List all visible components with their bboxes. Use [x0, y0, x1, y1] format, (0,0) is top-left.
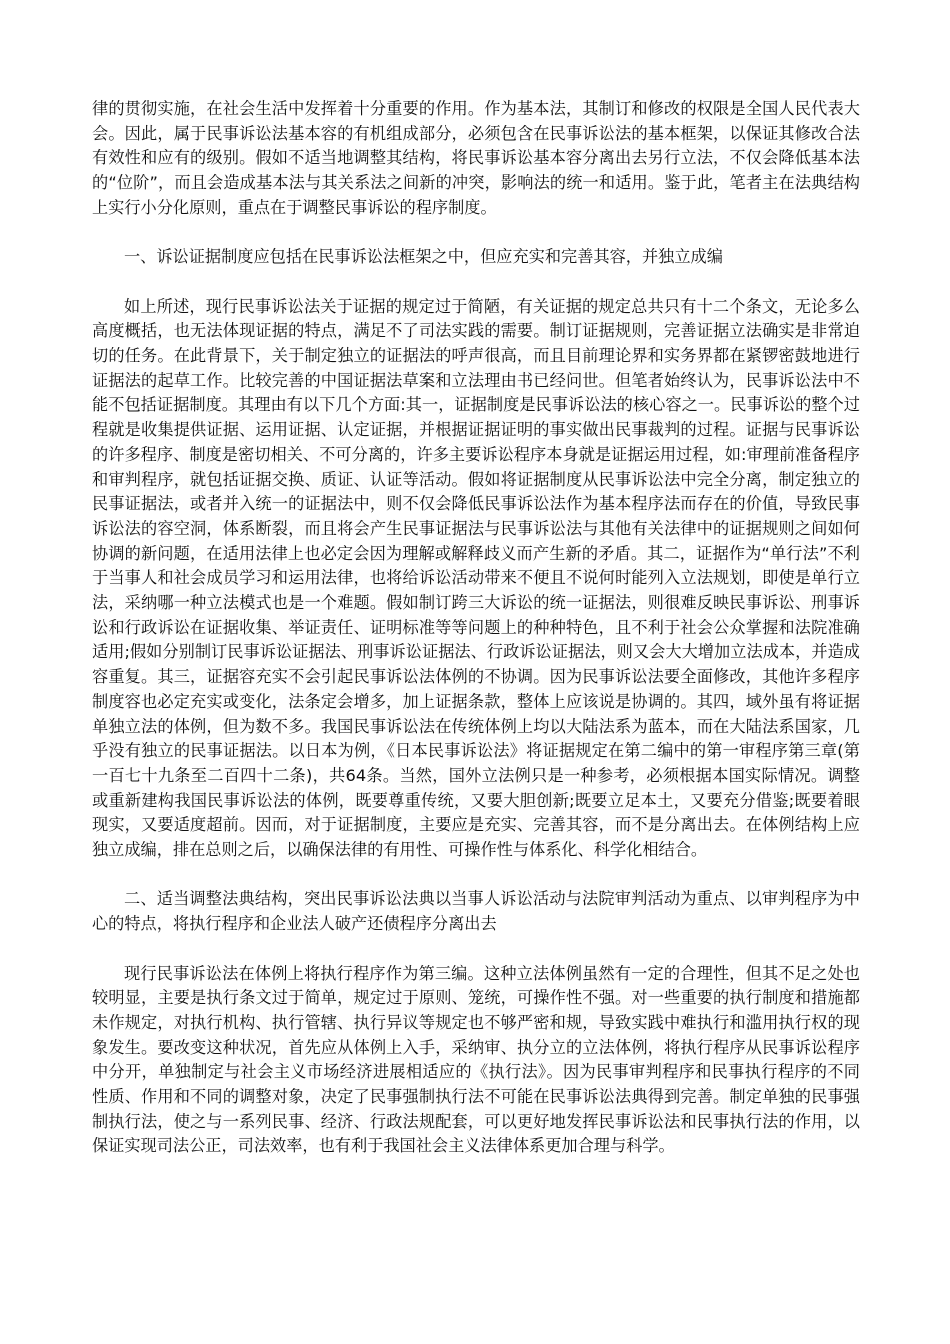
paragraph-execution: 现行民事诉讼法在体例上将执行程序作为第三编。这种立法体例虽然有一定的合理性，但其不足之处也较明显，主要是执行条文过于简单，规定过于原则、笼统，可操作性不强。对一些重要的执行制度和措施都未作规定，对执行机构、执行管辖、执行异议等规定也不够严密和规，导致实践中难执行和滥用执行权的现象发生。要改变这种状况，首先应从体例上入手，采纳审、执分立的立法体例，将执行程序从民事诉讼程序中分开，单独制定与社会主义市场经济进展相适应的《执行法》。因为民事审判程序和民事执行程序的不同性质、作用和不同的调整对象，决定了民事强制执行法不可能在民事诉讼法典得到完善。制定单独的民事强制执行法，使之与一系列民事、经济、行政法规配套，可以更好地发挥民事诉讼法和民事执行法的作用，以保证实现司法公正，司法效率，也有利于我国社会主义法律体系更加合理与科学。: [92, 963, 860, 1156]
paragraph-spacer: [92, 270, 860, 295]
document-page: [92, 97, 860, 1159]
paragraph-evidence: 如上所述，现行民事诉讼法关于证据的规定过于简陋，有关证据的规定总共只有十二个条文，无论多么高度概括，也无法体现证据的特点，满足不了司法实践的需要。制订证据规则，完善证据立法确实是非常迫切的任务。在此背景下，关于制定独立的证据法的呼声很高，而且目前理论界和实务界都在紧锣密鼓地进行证据法的起草工作。比较完善的中国证据法草案和立法理由书已经问世。但笔者始终认为，民事诉讼法中不能不包括证据制度。其理由有以下几个方面:其一，证据制度是民事诉讼法的核心容之一。民事诉讼的整个过程就是收集提供证据、运用证据、认定证据，并根据证据证明的事实做出民事裁判的过程。证据与民事诉讼的许多程序、制度是密切相关、不可分离的，许多主要诉讼程序本身就是证据运用过程，如:审理前准备程序和审判程序，就包括证据交换、质证、认证等活动。假如将证据制度从民事诉讼法中完全分离，制定独立的民事证据法，或者并入统一的证据法中，则不仅会降低民事诉讼法作为基本程序法而存在的价值，导致民事诉讼法的容空洞，体系断裂，而且将会产生民事证据法与民事诉讼法与其他有关法律中的证据规则之间如何协调的新问题，在适用法律上也必定会因为理解或解释歧义而产生新的矛盾。其二，证据作为“单行法”不利于当事人和社会成员学习和运用法律，也将给诉讼活动带来不便且不说何时能列入立法规划，即使是单行立法，采纳哪一种立法模式也是一个难题。假如制订跨三大诉讼的统一证据法，则很难反映民事诉讼、刑事诉讼和行政诉讼在证据收集、举证责任、证明标准等等问题上的种种特色，且不利于社会公众掌握和法院准确适用;假如分别制订民事诉讼证据法、刑事诉讼证据法、行政诉讼证据法，则又会大大增加立法成本，并造成容重复。其三，证据容充实不会引起民事诉讼法体例的不协调。因为民事诉讼法要全面修改，其他许多程序制度容也必定充实或变化，法条定会增多，加上证据条款，整体上应该说是协调的。其四，域外虽有将证据单独立法的体例，但为数不多。我国民事诉讼法在传统体例上均以大陆法系为蓝本，而在大陆法系国家，几乎没有独立的民事证据法。以日本为例，《日本民事诉讼法》将证据规定在第二编中的第一审程序第三章(第一百七十九条至二百四十二条)，共64条。当然，国外立法例只是一种参考，必须根据本国实际情况。调整或重新建构我国民事诉讼法的体例，既要尊重传统，又要大胆创新;既要立足本土，又要充分借鉴;既要着眼现实，又要适度超前。因而，对于证据制度，主要应是充实、完善其容，而不是分离出去。在体例结构上应独立成编，排在总则之后，以确保法律的有用性、可操作性与体系化、科学化相结合。: [92, 296, 860, 860]
paragraph-spacer: [92, 937, 860, 962]
section-heading-1: 一、诉讼证据制度应包括在民事诉讼法框架之中，但应充实和完善其容，并独立成编: [124, 247, 723, 267]
paragraph-intro: 律的贯彻实施，在社会生活中发挥着十分重要的作用。作为基本法，其制订和修改的权限是全国人民代表大会。因此，属于民事诉讼法基本容的有机组成部分，必须包含在民事诉讼法的基本框架，以保证其修改合法有效性和应有的级别。假如不适当地调整其结构，将民事诉讼基本容分离出去另行立法，不仅会降低基本法的“位阶”，而且会造成基本法与其关系法之间新的冲突，影响法的统一和适用。鉴于此，笔者主在法典结构上实行小分化原则，重点在于调整民事诉讼的程序制度。: [92, 99, 860, 217]
paragraph-spacer: [92, 863, 860, 888]
section-heading-2: 二、适当调整法典结构，突出民事诉讼法典以当事人诉讼活动与法院审判活动为重点、以审判程序为中心的特点，将执行程序和企业法人破产还债程序分离出去: [92, 889, 860, 934]
paragraph-spacer: [92, 221, 860, 246]
